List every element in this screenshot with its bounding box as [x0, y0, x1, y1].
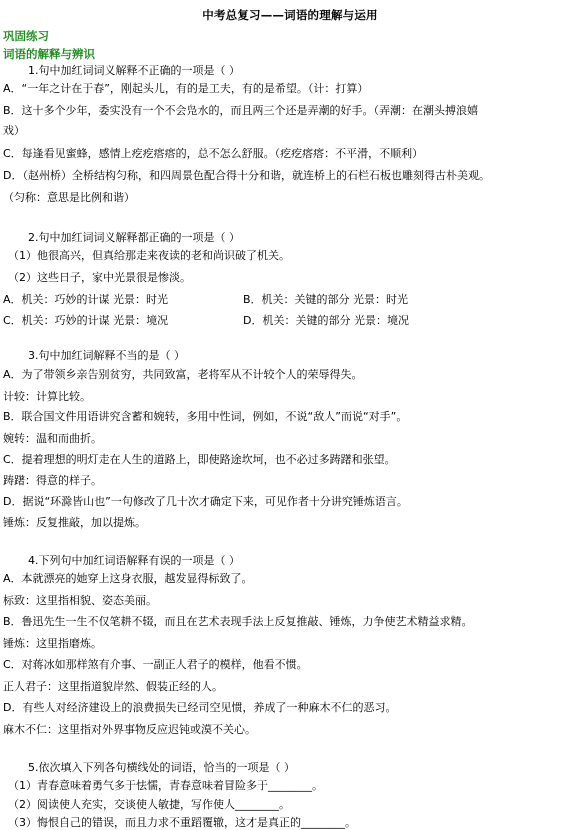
question-2-option-b: B．机关：关键的部分 光景：时光	[243, 293, 409, 306]
question-4-note-a: 标致：这里指相貌、姿态美丽。	[3, 594, 157, 607]
subsection-heading: 词语的解释与辨识	[3, 47, 95, 61]
question-3-note-b: 婉转：温和而曲折。	[3, 432, 102, 445]
question-3-note-c: 踌躇：得意的样子。	[3, 474, 102, 487]
question-4-option-c: C．对蒋冰如那样煞有介事、一副正人君子的模样，他看不惯。	[3, 658, 308, 671]
question-1-option-c: C．每逢看见蜜蜂，感情上疙疙瘩瘩的，总不怎么舒服。（疙疙瘩瘩：不平滑，不顺利）	[3, 147, 424, 160]
question-1-option-d: D．（赵州桥）全桥结构匀称，和四周景色配合得十分和谐，就连桥上的石栏石板也雕刻得古朴美观。	[3, 169, 490, 182]
question-2-option-c: C．机关：巧妙的计谋 光景：境况	[3, 314, 169, 327]
question-4-option-b: B．鲁迅先生一生不仅笔耕不辍，而且在艺术表现手法上反复推敲、锤炼，力争使艺术精益求精。	[3, 615, 473, 628]
question-1-option-a: A．“一年之计在于春”，刚起头儿，有的是工夫，有的是希望。（计：打算）	[3, 82, 369, 95]
question-3-option-b: B．联合国文件用语讲究含蓄和婉转，多用中性词，例如，不说“敌人”而说“对手”。	[3, 410, 408, 423]
question-4-stem: 4.下列句中加红词语解释有误的一项是（ ）	[28, 554, 240, 567]
question-3-note-a: 计较：计算比较。	[3, 390, 91, 403]
question-3-option-c: C．提着理想的明灯走在人生的道路上，即使路途坎坷，也不必过多踌躇和张望。	[3, 453, 396, 466]
question-2-sentence-2: （2）这些日子，家中光景很是惨淡。	[8, 271, 191, 284]
question-4-note-b: 锤炼：这里指磨炼。	[3, 637, 102, 650]
question-1-stem: 1.句中加红词词义解释不正确的一项是（ ）	[28, 64, 240, 77]
question-4-note-c: 正人君子：这里指道貌岸然、假装正经的人。	[3, 680, 223, 693]
question-2-option-d: D．机关：关键的部分 光景：境况	[243, 314, 409, 327]
document-title: 中考总复习——词语的理解与运用	[202, 8, 378, 22]
question-1-option-d-cont: （匀称：意思是比例和谐）	[3, 191, 135, 204]
question-3-stem: 3.句中加红词解释不当的是（ ）	[28, 349, 185, 362]
question-5-stem: 5.依次填入下列各句横线处的词语，恰当的一项是（ ）	[28, 761, 295, 774]
question-3-option-d: D．据说“环滁皆山也”一句修改了几十次才确定下来，可见作者十分讲究锤炼语言。	[3, 495, 408, 508]
question-3-note-d: 锤炼：反复推敲，加以提炼。	[3, 516, 146, 529]
question-5-sentence-1: （1）青春意味着勇气多于怯懦，青春意味着冒险多于________。	[8, 779, 323, 792]
question-1-option-b-cont: 戏）	[3, 124, 25, 137]
question-4-option-a: A．本就漂亮的她穿上这身衣服，越发显得标致了。	[3, 572, 253, 585]
question-5-sentence-2: （2）阅读使人充实，交谈使人敏捷，写作使人________。	[8, 798, 290, 811]
question-1-option-b: B．这十多个少年，委实没有一个不会凫水的，而且两三个还是弄潮的好手。（弄潮：在潮头搏浪嬉	[3, 104, 479, 117]
question-5-sentence-3: （3）悔恨自己的错误，而且力求不重蹈覆辙，这才是真正的________。	[8, 816, 356, 829]
question-3-option-a: A．为了带领乡亲告别贫穷，共同致富，老将军从不计较个人的荣辱得失。	[3, 368, 363, 381]
question-4-option-d: D．有些人对经济建设上的浪费损失已经司空见惯，养成了一种麻木不仁的恶习。	[3, 701, 397, 714]
section-heading: 巩固练习	[3, 29, 49, 43]
question-4-note-d: 麻木不仁：这里指对外界事物反应迟钝或漠不关心。	[3, 723, 256, 736]
question-2-sentence-1: （1）他很高兴，但真给那走来夜读的老和尚识破了机关。	[8, 249, 290, 262]
question-2-option-a: A．机关：巧妙的计谋 光景：时光	[3, 293, 169, 306]
question-2-stem: 2.句中加红词词义解释都正确的一项是（ ）	[28, 231, 240, 244]
